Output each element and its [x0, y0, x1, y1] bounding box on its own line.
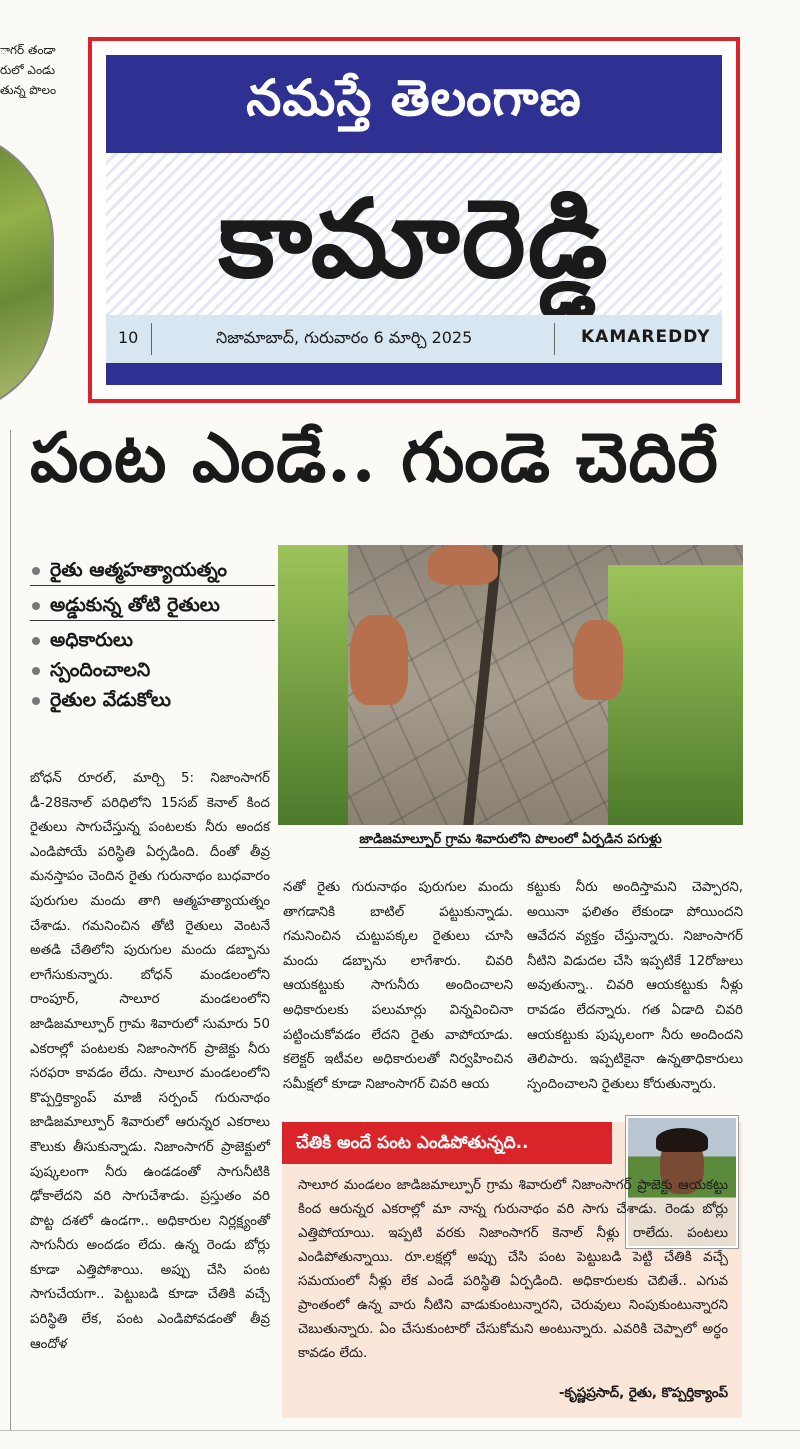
grass-right — [608, 565, 743, 825]
adjacent-article-fragment — [0, 40, 80, 100]
feet — [428, 545, 498, 585]
dateline-bar — [106, 315, 722, 363]
adjacent-crop-photo — [0, 128, 54, 417]
masthead-bottom-band — [106, 363, 722, 385]
sidebar-title: చేతికి అందే పంట ఎండిపోతున్నది.. — [282, 1122, 612, 1164]
fragment-line: ాగర్ తండా — [0, 43, 56, 57]
hand — [573, 620, 623, 700]
bottom-rule — [0, 1430, 800, 1431]
photo-caption — [278, 832, 743, 850]
sidebar-text: సాలూర మండలం జాడిజమాల్పూర్ గ్రామ శివారులో నిజాంసాగర్ ప్రాజెక్టు ఆయకట్టు కింద ఆరున్నర ఎకరాల్లో మా నాన్న గురునాథం వరి సాగు చేశాడు. రెండు బోర్లు ఎత్తిపోయాయి. ఇప్పటి వరకు నిజాంసాగర్ కెనాల్ నీళ్లు రాలేదు. పంటలు ఎండిపోతున్నాయి. రూ.లక్షల్లో అప్పు చేసి పంట పెట్టుబడి పెట్టి చేతికి వచ్చే సమయంలో నీళ్లు లేక ఎండే పరిస్థితి ఏర్పడింది. అధికారులకు చెబితే.. ఎగువ ప్రాంతంలో ఉన్న వారు నీటిని వాడుకుంటున్నారని, చెరువులు నింపుకుంటున్నారని చెబుతున్నారు. ఏం చేసుకుంటారో చేసుకోమని అంటున్నారు. ఎవరికి చెప్పాలో అర్థం కావడం లేదు. — [298, 1178, 728, 1361]
article-column-1: బోధన్ రూరల్, మార్చి 5: నిజాంసాగర్ డీ-28కెనాల్ పరిధిలోని 15సబ్ కెనాల్ కింద రైతులు సాగుచేస్తున్న పంటలకు నీరు అందక ఎండిపోయే పరిస్థితి ఏర్పడింది. దీంతో తీవ్ర మనస్తాపం చెందిన రైతు గురునాథం బుధవారం పురుగుల మందు తాగి ఆత్మహత్యాయత్నం చేశాడు. గమనించిన తోటి రైతులు వెంటనే అతడి చేతిలోని పురుగుల మందు డబ్బాను లాగేసుకున్నారు. బోధన్ మండలంలోని రాంపూర్, సాలూర మండలంలోని జాడిజమాల్పూర్ గ్రామ శివారులో సుమారు 50 ఎకరాల్లో పంటలకు నిజాంసాగర్ ప్రాజెక్టు నీరు సరఫరా కావడం లేదు. సాలూర మండలంలోని కొప్పర్తిక్యాంప్ మాజీ సర్పంచ్ గురునాథం జాడిజమాల్పూర్ శివారులో ఆరున్నర ఎకరాలు కౌలుకు తీసుకున్నాడు. నిజాంసాగర్ ప్రాజెక్టులో పుష్కలంగా నీరు ఉండడంతో సాగునీటికి ఢోకాలేదని వరి సాగుచేశాడు. ప్రస్తుతం వరి పొట్ట దశలో ఉండగా.. అధికారుల నిర్లక్ష్యంతో సాగునీరు అందడం లేదు. ఉన్న రెండు బోర్లు కూడా ఎత్తిపోశాయి. అప్పు చేసి పంట సాగుచేయగా.. పెట్టుబడి కూడా చేతికి వచ్చే పరిస్థితి లేక, పంట ఎండిపోవడంతో తీవ్ర ఆందోళ — [30, 771, 270, 1352]
article-column-2: నతో రైతు గురునాథం పురుగుల మందు తాగడానికి బాటిల్ పట్టుకున్నాడు. గమనించిన చుట్టుపక్కల రైతులు చూసి మందు డబ్బాను లాగేశారు. చివరి ఆయకట్టుకు సాగునీరు అందించాలని అధికారులకు పలుమార్లు విన్నవించినా పట్టించుకోవడం లేదని రైతు వాపోయాడు. కలెక్టర్ ఇటీవల అధికారులతో నిర్వహించిన సమీక్షలో కూడా నిజాంసాగర్ చివరి ఆయ — [283, 880, 513, 1092]
fragment-line: తున్న పొలం — [0, 83, 57, 97]
soil-crack — [463, 545, 502, 825]
column-rule — [10, 430, 11, 1430]
highlight-item: అడ్డుకున్న తోటి రైతులు — [30, 590, 275, 621]
page-number: 10 — [118, 328, 139, 347]
cracked-field-photo — [278, 545, 743, 825]
hair — [656, 1128, 708, 1152]
edition-english: KAMAREDDY — [581, 327, 711, 347]
caption-text: జాడిజమాల్పూర్ గ్రామ శివారులోని పొలంలో ఏర్పడిన పగుళ్లు — [359, 832, 662, 847]
sidebar-box — [282, 1122, 742, 1418]
hand — [350, 615, 408, 705]
highlight-item-cont — [30, 685, 275, 715]
highlights — [30, 555, 275, 715]
highlight-text: స్పందించాలని — [50, 659, 151, 681]
article-column-3: కట్టుకు నీరు అందిస్తామని చెప్పారని, అయినా ఫలితం లేకుండా పోయిందని ఆవేదన వ్యక్తం చేస్తున్నారు. నిజాంసాగర్ నీటిని విడుదల చేసి ఇప్పటికే 12రోజులు అవుతున్నా.. చివరి ఆయకట్టుకు నీళ్లు రావడం లేదన్నారు. గత ఏడాది చివరి ఆయకట్టుకు పుష్కలంగా నీరు అందిందని తెలిపారు. ఇప్పటికైనా ఉన్నతాధికారులు స్పందించాలని రైతులు కోరుతున్నారు. — [527, 880, 743, 1092]
paper-name: నమస్తే తెలంగాణ — [106, 55, 722, 153]
highlight-item: అధికారులు — [30, 625, 275, 655]
divider — [151, 323, 152, 355]
sidebar-signature: -కృష్ణప్రసాద్, రైతు, కొప్పర్తిక్యాంప్ — [558, 1386, 728, 1401]
fragment-line: రులో ఎండు — [0, 63, 56, 77]
highlight-text: రైతుల వేడుకోలు — [50, 689, 171, 711]
masthead — [88, 37, 740, 403]
divider — [554, 323, 555, 355]
highlight-item-cont — [30, 655, 275, 685]
highlight-item: రైతు ఆత్మహత్యాయత్నం — [30, 555, 275, 586]
grass-left — [278, 545, 348, 825]
dateline: నిజామాబాద్, గురువారం 6 మార్చి 2025 — [216, 328, 473, 347]
edition-title: కామారెడ్డి — [218, 176, 610, 302]
headline: పంట ఎండే.. గుండె చెదిరే — [30, 418, 719, 498]
